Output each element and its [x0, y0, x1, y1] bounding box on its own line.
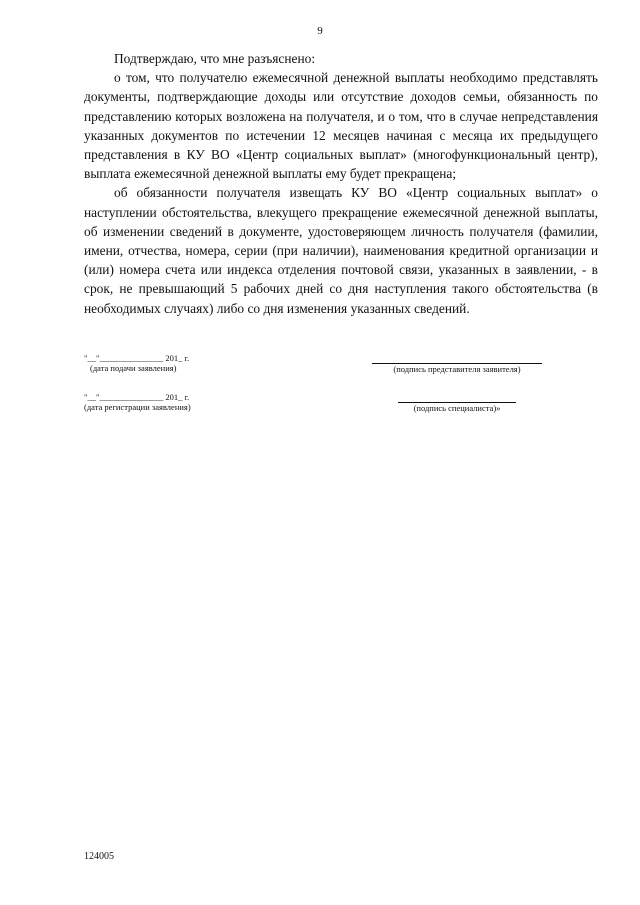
application-date-block [84, 353, 189, 373]
paragraph-notification-obligation: об обязанности получателя извещать КУ ВО «Центр социальных выплат» о наступлении обстоятельства, влекущего прекращение ежемесячной денежной выплаты, об изменении сведений в документе, удостоверяющем личность получателя (фамилии, имени, отчества, номера, серии (при наличии), наименования кредитной организации и (или) номера счета или индекса отделения почтовой связи, указанных в заявлении, - в срок, не превышающий 5 рабочих дней со дня наступления такого обстоятельства (в необходимых случаях) либо со дня изменения указанных сведений. [84, 185, 598, 316]
paragraph-confirmation-heading: Подтверждаю, что мне разъяснено: [114, 51, 316, 66]
registration-date-field: "__"_______________ 201_ г. [84, 392, 190, 402]
application-date-caption: (дата подачи заявления) [90, 363, 177, 373]
specialist-signature-caption: (подпись специалиста)» [413, 403, 501, 413]
paragraph-documents-obligation: о том, что получателю ежемесячной денежной выплаты необходимо представлять документы, подтверждающие доходы или отсутствие доходов семьи, обязанность по представлению которых возложена на получателя, и о том, что в случае непредставления указанных документов по истечении 12 месяцев начиная с месяца их предыдущего представления в КУ ВО «Центр социальных выплат» (многофункциональный центр), выплата ежемесячной денежной выплаты ему будет прекращена; [84, 70, 598, 182]
application-date-field: "__"_______________ 201_ г. [84, 353, 190, 363]
specialist-signature-line [398, 392, 516, 403]
applicant-signature-caption: (подпись представителя заявителя) [393, 364, 521, 374]
registration-date-caption: (дата регистрации заявления) [84, 402, 191, 412]
applicant-signature-block [372, 353, 542, 374]
document-body [84, 49, 598, 318]
applicant-signature-line [372, 353, 542, 364]
registration-date-block [84, 392, 191, 412]
page-number: 9 [317, 25, 323, 37]
specialist-signature-block [398, 392, 516, 413]
document-code: 124005 [84, 851, 114, 862]
